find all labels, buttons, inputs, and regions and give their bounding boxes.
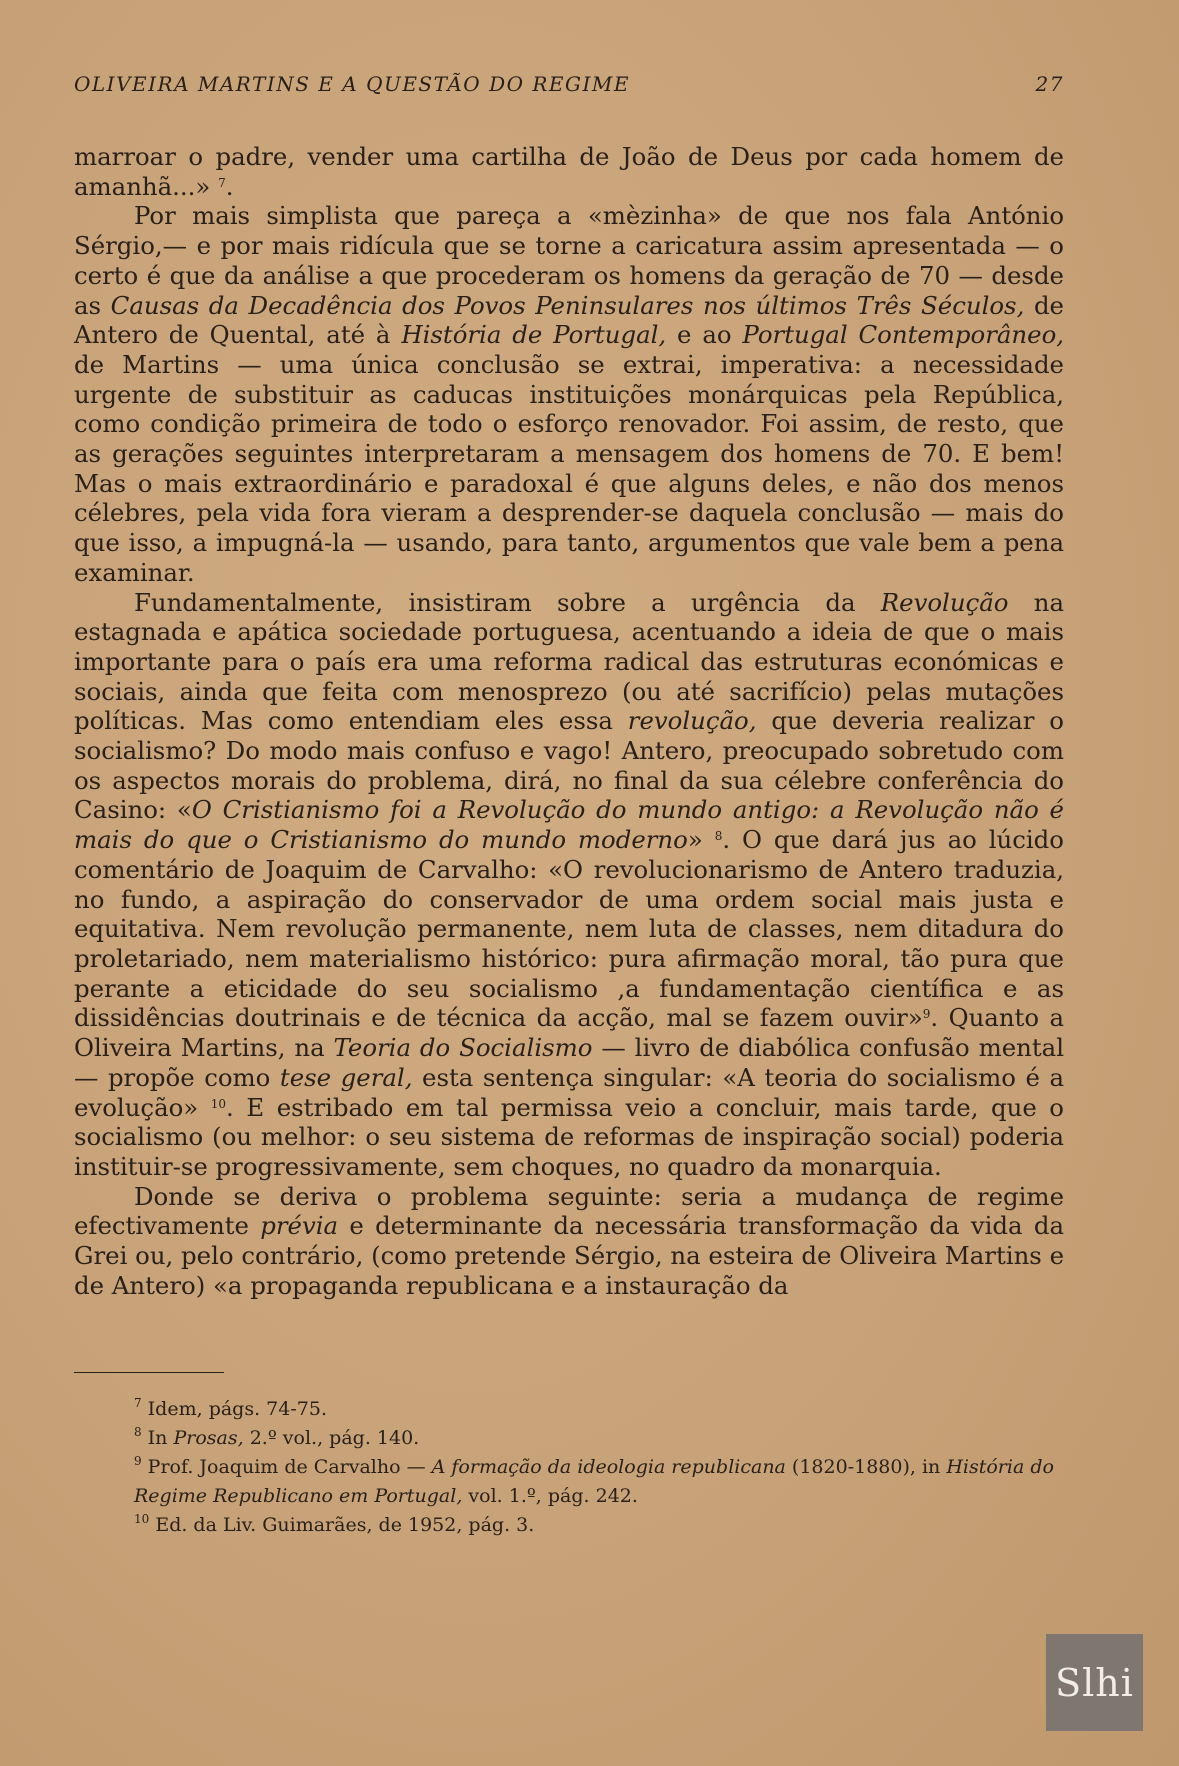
footnote bbox=[74, 1511, 1064, 1540]
text-span: na estagnada e apática sociedade portuguesa, acentuando a ideia de que o mais importante para o país era uma reforma radical das estruturas económicas e sociais, ainda que feita com menosprezo (ou até sacrifício) pelas mutações políticas. Mas como entendiam eles essa bbox=[74, 587, 1064, 736]
footnote-ref: 8 bbox=[134, 1425, 142, 1440]
footnote bbox=[74, 1395, 1064, 1424]
text-span: Donde se deriva o problema seguinte: seria a mudança de regime efectivamente bbox=[74, 1181, 1064, 1241]
italic-span: Prosas, bbox=[173, 1427, 244, 1450]
italic-span: prévia bbox=[260, 1211, 339, 1241]
text-span: de Martins — uma única conclusão se extrai, imperativa: a necessidade urgente de substituir as caducas instituições monárquicas pela República, como condição primeira de todo o esforço renovador. Foi assim, de resto, que as gerações seguintes interpretaram a mensagem dos homens de 70. E bem! Mas o mais extraordinário e paradoxal é que alguns deles, e não dos menos célebres, pela vida fora vieram a desprender-se daquela conclusão — mais do que isso, a impugná-la — usando, para tanto, argumentos que vale bem a pena examinar. bbox=[74, 349, 1064, 587]
italic-span: A formação da ideologia republicana bbox=[431, 1456, 786, 1479]
text-span: e determinante da necessária transformação da vida da Grei ou, pelo contrário, (como pretende Sérgio, na esteira de Oliveira Martins e de Antero) «a propaganda republicana e a instauração da bbox=[74, 1211, 1064, 1300]
text-span: Ed. da Liv. Guimarães, de 1952, pág. 3. bbox=[149, 1514, 535, 1537]
text-span: 2.º vol., pág. 140. bbox=[243, 1427, 420, 1450]
footnote-ref: 7 bbox=[218, 175, 226, 190]
footnote bbox=[74, 1424, 1064, 1453]
footnote-ref: 10 bbox=[134, 1512, 150, 1527]
paragraph bbox=[74, 142, 1064, 201]
paragraph bbox=[74, 1182, 1064, 1301]
footnote-ref: 8 bbox=[714, 829, 723, 844]
text-span: vol. 1.º, pág. 242. bbox=[462, 1485, 638, 1508]
text-span: esta sentença singular: «A teoria do socialismo é a evolução» bbox=[74, 1062, 1064, 1122]
italic-span: Teoria do Socialismo bbox=[333, 1033, 593, 1063]
text-span: Por mais simplista que pareça a «mèzinha» de que nos fala António Sérgio,— e por mais ridícula que se torne a caricatura assim apresentada — o certo é que da análise a que procederam os homens da geração de 70 — desde as bbox=[74, 201, 1064, 320]
logo-text: Slhi bbox=[1055, 1660, 1134, 1705]
text-span: . O que dará jus ao lúcido comentário de Joaquim de Carvalho: «O revolucionarismo de Antero traduzia, no fundo, a aspiração do conservador de uma ordem social mais justa e equitativa. Nem revolução permanente, nem luta de classes, nem ditadura do proletariado, nem materialismo histórico: pura afirmação moral, tão pura que perante a eticidade do seu socialismo ,a fundamentação científica e as dissidências doutrinais e de técnica da acção, mal se fazem ouvir» bbox=[74, 825, 1064, 1033]
italic-span: revolução, bbox=[627, 706, 757, 736]
book-page bbox=[74, 72, 1064, 1540]
text-span: — livro de diabólica confusão mental — propõe como bbox=[74, 1033, 1065, 1092]
italic-span: Causas da Decadência dos Povos Peninsulares nos últimos Três Séculos, bbox=[110, 290, 1025, 320]
text-span: marroar o padre, vender uma cartilha de João de Deus por cada homem de amanhã...» bbox=[74, 142, 1064, 201]
footnote-divider bbox=[74, 1372, 224, 1373]
text-span: Prof. Joaquim de Carvalho — bbox=[141, 1456, 432, 1479]
text-span: e ao bbox=[666, 320, 743, 350]
text-span: » bbox=[687, 825, 715, 855]
text-span: Fundamentalmente, insistiram sobre a urgência da bbox=[134, 587, 881, 617]
paragraph bbox=[74, 201, 1064, 587]
text-span: de Antero de Quental, até à bbox=[74, 290, 1064, 350]
italic-span: História de Portugal, bbox=[401, 320, 667, 350]
body-text bbox=[74, 142, 1064, 1300]
page-number: 27 bbox=[1035, 72, 1064, 96]
running-title: OLIVEIRA MARTINS E A QUESTÃO DO REGIME bbox=[74, 72, 630, 96]
italic-span: Revolução bbox=[880, 587, 1009, 617]
text-span: que deveria realizar o socialismo? Do modo mais confuso e vago! Antero, preocupado sobretudo com os aspectos morais do problema, dirá, no final da sua célebre conferência do Casino: « bbox=[74, 706, 1064, 825]
text-span: Idem, págs. 74-75. bbox=[141, 1398, 327, 1421]
italic-span: tese geral, bbox=[279, 1062, 413, 1092]
publisher-logo bbox=[1046, 1634, 1143, 1731]
footnote-ref: 9 bbox=[922, 1007, 931, 1022]
text-span: . bbox=[225, 171, 234, 201]
italic-span: Portugal Contemporâneo, bbox=[742, 320, 1065, 350]
footnotes bbox=[74, 1395, 1064, 1540]
text-span: . Quanto a Oliveira Martins, na bbox=[74, 1003, 1064, 1063]
text-span: In bbox=[141, 1427, 174, 1450]
italic-span: História do Regime Republicano em Portugal, bbox=[134, 1456, 1054, 1508]
footnote-ref: 9 bbox=[134, 1454, 142, 1469]
running-header bbox=[74, 72, 1064, 96]
footnote bbox=[74, 1453, 1064, 1511]
footnote-ref: 10 bbox=[210, 1096, 227, 1111]
italic-span: O Cristianismo foi a Revolução do mundo antigo: a Revolução não é mais do que o Cristianismo do mundo moderno bbox=[74, 795, 1064, 855]
text-span: (1820-1880), in bbox=[785, 1456, 947, 1479]
text-span: . E estribado em tal permissa veio a concluir, mais tarde, que o socialismo (ou melhor: o seu sistema de reformas de inspiração social) poderia instituir-se progressivamente, sem choques, no quadro da monarquia. bbox=[74, 1092, 1064, 1181]
footnote-ref: 7 bbox=[134, 1396, 142, 1411]
paragraph bbox=[74, 588, 1064, 1182]
